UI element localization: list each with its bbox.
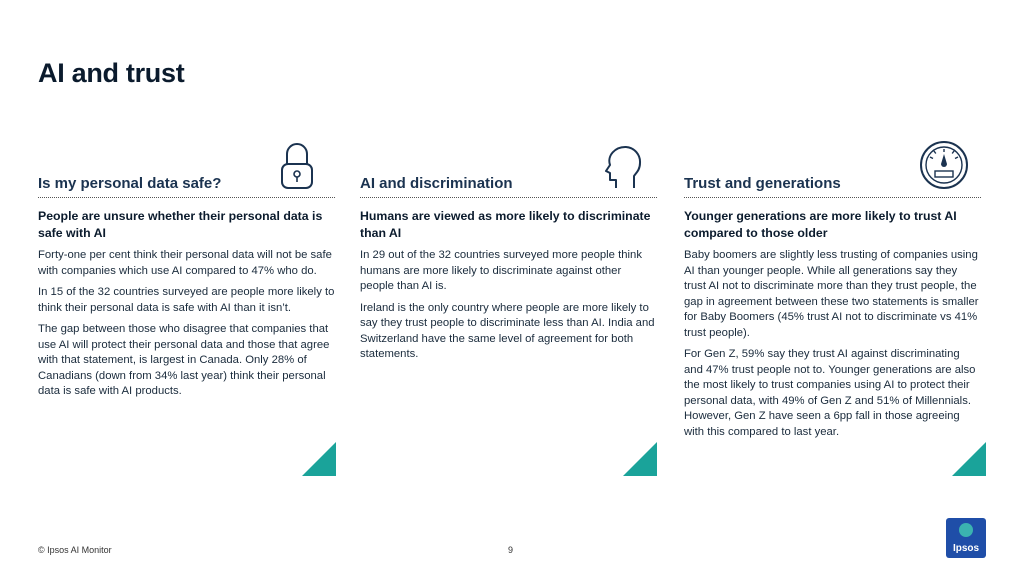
column-discrimination <box>360 140 657 480</box>
footer-copyright: © Ipsos AI Monitor <box>38 545 112 555</box>
paragraph: In 29 out of the 32 countries surveyed more people think humans are more likely to discriminate against other people than AI is. <box>360 249 642 292</box>
divider <box>38 197 335 198</box>
page-title: AI and trust <box>38 58 185 88</box>
lock-icon <box>270 140 330 194</box>
page-number: 9 <box>508 545 514 555</box>
paragraph: Ireland is the only country where people are more likely to say they trust people to discriminate less than AI. India and Switzerland have the same level of agreement for both statements. <box>360 301 655 360</box>
gauge-icon <box>914 140 974 194</box>
divider <box>360 197 657 198</box>
column-body <box>684 208 981 446</box>
logo-circle <box>959 523 973 537</box>
paragraph: In 15 of the 32 countries surveyed are people more likely to think their personal data is safe with AI than it isn’t. <box>38 286 335 314</box>
lead-text: People are unsure whether their personal data is safe with AI <box>38 209 323 240</box>
column-heading: Trust and generations <box>684 175 841 192</box>
lead-text: Younger generations are more likely to trust AI compared to those older <box>684 209 957 240</box>
paragraph: Forty-one per cent think their personal data will not be safe with companies which use AI compared to 47% who do. <box>38 249 332 277</box>
logo-text: Ipsos <box>952 543 980 554</box>
column-heading: Is my personal data safe? <box>38 175 222 192</box>
column-generations <box>684 140 981 480</box>
paragraph: For Gen Z, 59% say they trust AI against discriminating and 47% trust people not to. Younger generations are also the most likely to trust companies using AI to protect their personal data, with 49% of Gen Z and 51% of Millennials. However, Gen Z have seen a 6pp fall in those agreeing with this compared to last year. <box>684 348 976 438</box>
column-data-safety <box>38 140 335 480</box>
corner-accent <box>302 442 336 476</box>
corner-accent <box>623 442 657 476</box>
divider <box>684 197 981 198</box>
paragraph: Baby boomers are slightly less trusting of companies using AI than younger people. While all generations say they trust AI not to discriminate more than they trust people, the gap in agreement between these two statements is smaller for Baby Boomers (45% trust AI not to discriminate vs 41% trust people). <box>684 249 979 339</box>
ipsos-logo <box>946 518 986 558</box>
column-heading: AI and discrimination <box>360 175 513 192</box>
head-profile-icon <box>594 140 654 194</box>
paragraph: The gap between those who disagree that companies that use AI will protect their personal data and those that agree with that statement, is largest in Canada. Only 28% of Canadians (down from 34% last year) think their personal data is safe with AI products. <box>38 323 330 397</box>
column-body <box>360 208 657 369</box>
column-body <box>38 208 335 406</box>
corner-accent <box>952 442 986 476</box>
lead-text: Humans are viewed as more likely to discriminate than AI <box>360 209 651 240</box>
